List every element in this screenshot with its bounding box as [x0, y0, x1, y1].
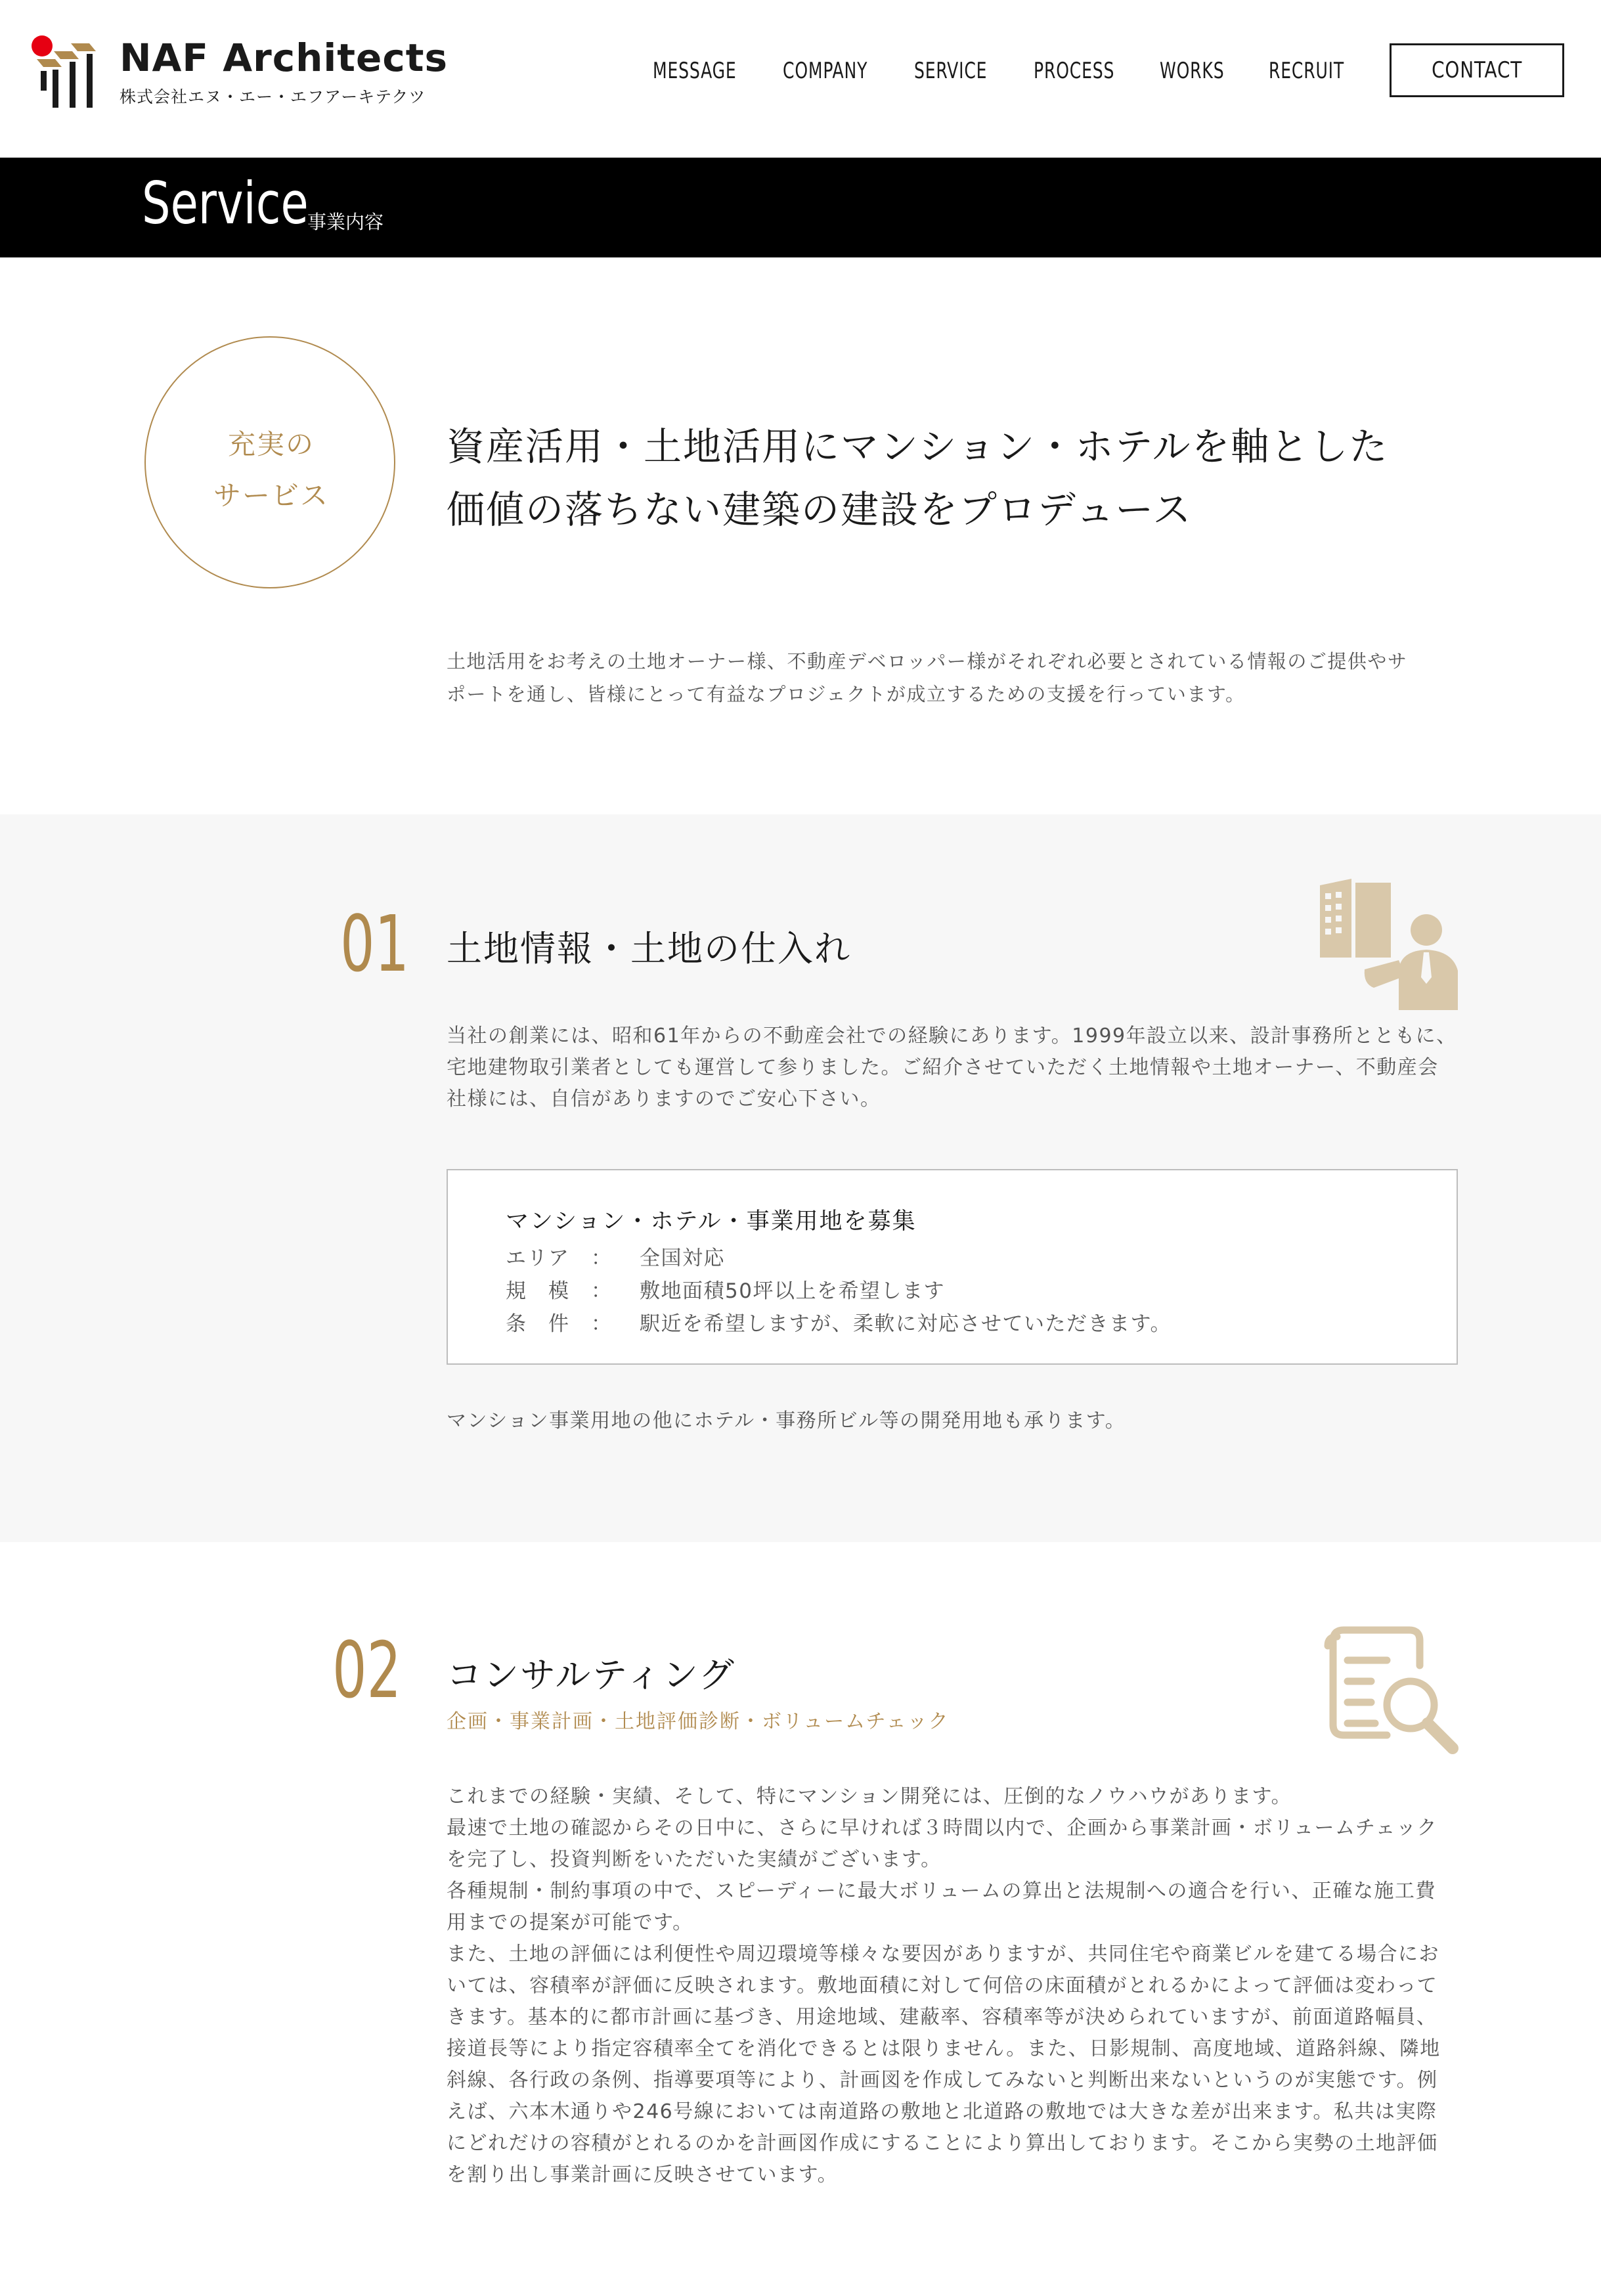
building-person-icon — [1319, 879, 1459, 1010]
site-header — [0, 0, 1601, 158]
logo-mark-icon — [30, 33, 102, 108]
section2-body-line: きます。基本的に都市計画に基づき、用途地域、建蔽率、容積率等が決められていますが、前面道路幅員、 — [447, 2006, 1437, 2029]
intro-lead — [447, 415, 1389, 541]
section2-body-line: いては、容積率が評価に反映されます。敷地面積に対して何倍の床面積がとれるかによって評価は変わって — [447, 1974, 1438, 1997]
document-search-icon — [1324, 1626, 1459, 1755]
row-key: エリア — [506, 1247, 570, 1270]
section2-body-line: 最速で土地の確認からその日中に、さらに早ければ３時間以内で、企画から事業計画・ボリュームチェック — [447, 1817, 1437, 1840]
section2-body-line: にどれだけの容積がとれるのかを計画図作成にすることにより算出しております。そこから実勢の土地評価 — [447, 2132, 1438, 2155]
nav-message[interactable]: MESSAGE — [653, 58, 737, 84]
nav-service[interactable]: SERVICE — [914, 58, 988, 84]
section2-number: 02 — [332, 1625, 402, 1715]
contact-button[interactable] — [1390, 43, 1564, 97]
intro-badge-line1: 充実の — [227, 428, 315, 460]
row-colon: ： — [591, 1312, 613, 1336]
intro-badge-line2: サービス — [213, 479, 329, 512]
row-key: 条 件 — [506, 1312, 570, 1336]
section2-subtitle: 企画・事業計画・土地評価診断・ボリュームチェック — [447, 1710, 950, 1733]
section1-body-line: 当社の創業には、昭和61年からの不動産会社での経験にあります。1999年設立以来、設計事務所とともに、 — [447, 1025, 1457, 1048]
recruit-land-box — [447, 1169, 1458, 1365]
section2-body-line: 用までの提案が可能です。 — [447, 1911, 693, 1934]
logo[interactable] — [30, 33, 448, 112]
section2-body — [447, 1781, 1471, 2191]
intro-badge — [144, 336, 395, 588]
section2-body-line: これまでの経験・実績、そして、特にマンション開発には、圧倒的なノウハウがあります。 — [447, 1785, 1292, 1808]
contact-button-label: CONTACT — [1432, 57, 1522, 83]
nav-process[interactable]: PROCESS — [1034, 58, 1115, 84]
section2-body-line: 各種規制・制約事項の中で、スピーディーに最大ボリュームの算出と法規制への適合を行い、正確な施工費 — [447, 1880, 1436, 1903]
intro-body-line2: ポートを通し、皆様にとって有益なプロジェクトが成立するための支援を行っています。 — [447, 683, 1246, 705]
intro-lead-line2: 価値の落ちない建築の建設をプロデュース — [447, 487, 1193, 532]
section2-body-line: を完了し、投資判断をいただいた実績がございます。 — [447, 1848, 942, 1871]
logo-name: NAF Architects — [120, 35, 448, 80]
section1-body — [447, 1021, 1471, 1115]
nav-recruit[interactable]: RECRUIT — [1269, 58, 1345, 84]
section1-number: 01 — [340, 898, 410, 989]
row-value: 全国対応 — [640, 1247, 725, 1270]
section1-body-line: 宅地建物取引業者としても運営して参りました。ご紹介させていただく土地情報や土地オーナー、不動産会 — [447, 1056, 1439, 1079]
logo-subtitle: 株式会社エヌ・エー・エフアーキテクツ — [120, 87, 426, 106]
row-value: 駅近を希望しますが、柔軟に対応させていただきます。 — [640, 1312, 1172, 1336]
row-key: 規 模 — [506, 1279, 570, 1303]
row-value: 敷地面積50坪以上を希望します — [640, 1279, 945, 1303]
recruit-land-title: マンション・ホテル・事業用地を募集 — [506, 1208, 917, 1235]
page-title-ja: 事業内容 — [307, 211, 384, 233]
section2-body-line: 斜線、各行政の条例、指導要項等により、計画図を作成してみないと判断出来ないというのが実態です。例 — [447, 2069, 1438, 2092]
page-title: Service — [142, 169, 309, 237]
nav-works[interactable]: WORKS — [1160, 58, 1225, 84]
section1-body-line: 社様には、自信がありますのでご安心下さい。 — [447, 1088, 881, 1111]
section1-note: マンション事業用地の他にホテル・事務所ビル等の開発用地も承ります。 — [447, 1409, 1126, 1432]
intro-body-line1: 土地活用をお考えの土地オーナー様、不動産デベロッパー様がそれぞれ必要とされている情報のご提供やサ — [447, 650, 1408, 673]
section1-title: 土地情報・土地の仕入れ — [447, 928, 851, 969]
section2-body-line: を割り出し事業計画に反映させています。 — [447, 2163, 839, 2186]
section2-title: コンサルティング — [447, 1654, 735, 1696]
nav-company[interactable]: COMPANY — [783, 58, 868, 84]
page-title-bar — [0, 158, 1601, 257]
intro-lead-line1: 資産活用・土地活用にマンション・ホテルを軸とした — [447, 424, 1389, 469]
section2-body-line: 接道長等により指定容積率全てを消化できるとは限りません。また、日影規制、高度地域、道路斜線、隣地 — [447, 2037, 1441, 2060]
section2-body-line: えば、六本木通りや246号線においては南道路の敷地と北道路の敷地では大きな差が出来ます。私共は実際 — [447, 2100, 1437, 2123]
row-colon: ： — [591, 1279, 613, 1303]
section2-body-line: また、土地の評価には利便性や周辺環境等様々な要因がありますが、共同住宅や商業ビルを建てる場合にお — [447, 1943, 1439, 1966]
intro-body — [447, 645, 1458, 711]
row-colon: ： — [591, 1247, 613, 1270]
